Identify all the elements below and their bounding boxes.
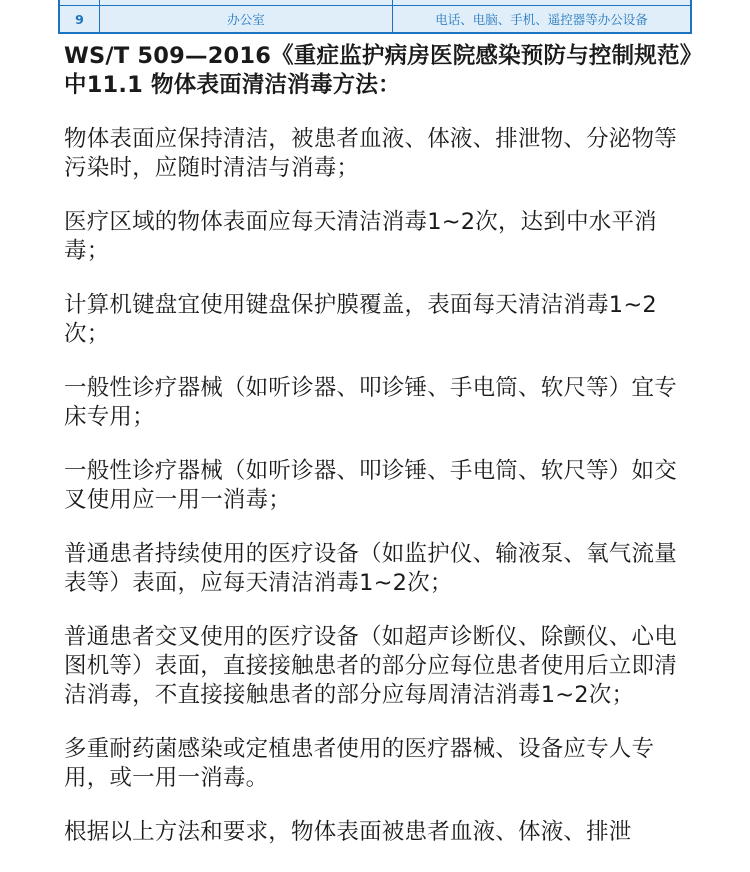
paragraph: 普通患者持续使用的医疗设备（如监护仪、输液泵、氧气流量表等）表面，应每天清洁消毒1~2次；	[64, 541, 677, 596]
paragraph: 多重耐药菌感染或定植患者使用的医疗器械、设备应专人专用，或一用一消毒。	[64, 736, 655, 791]
row-items: 电话、电脑、手机、遥控器等办公设备	[435, 12, 648, 27]
disinfection-table	[58, 0, 692, 34]
paragraph: 计算机键盘宜使用键盘保护膜覆盖，表面每天清洁消毒1~2次；	[64, 292, 657, 347]
row-location: 办公室	[100, 6, 393, 32]
paragraph: 物体表面应保持清洁，被患者血液、体液、排泄物、分泌物等污染时，应随时清洁与消毒；	[64, 126, 677, 181]
document-body	[64, 42, 696, 872]
paragraph: 根据以上方法和要求，物体表面被患者血液、体液、排泄	[64, 819, 632, 845]
table-row	[58, 6, 692, 34]
document-heading: WS/T 509—2016《重症监护病房医院感染预防与控制规范》中11.1 物体表面清洁消毒方法：	[64, 43, 692, 98]
row-number: 9	[60, 6, 100, 32]
paragraph: 一般性诊疗器械（如听诊器、叩诊锤、手电筒、软尺等）如交叉使用应一用一消毒；	[64, 458, 677, 513]
paragraph: 医疗区域的物体表面应每天清洁消毒1~2次，达到中水平消毒；	[64, 209, 657, 264]
paragraph: 普通患者交叉使用的医疗设备（如超声诊断仪、除颤仪、心电图机等）表面，直接接触患者的部分应每位患者使用后立即清洁消毒，不直接接触患者的部分应每周清洁消毒1~2次；	[64, 624, 677, 708]
paragraph: 一般性诊疗器械（如听诊器、叩诊锤、手电筒、软尺等）宜专床专用；	[64, 375, 677, 430]
